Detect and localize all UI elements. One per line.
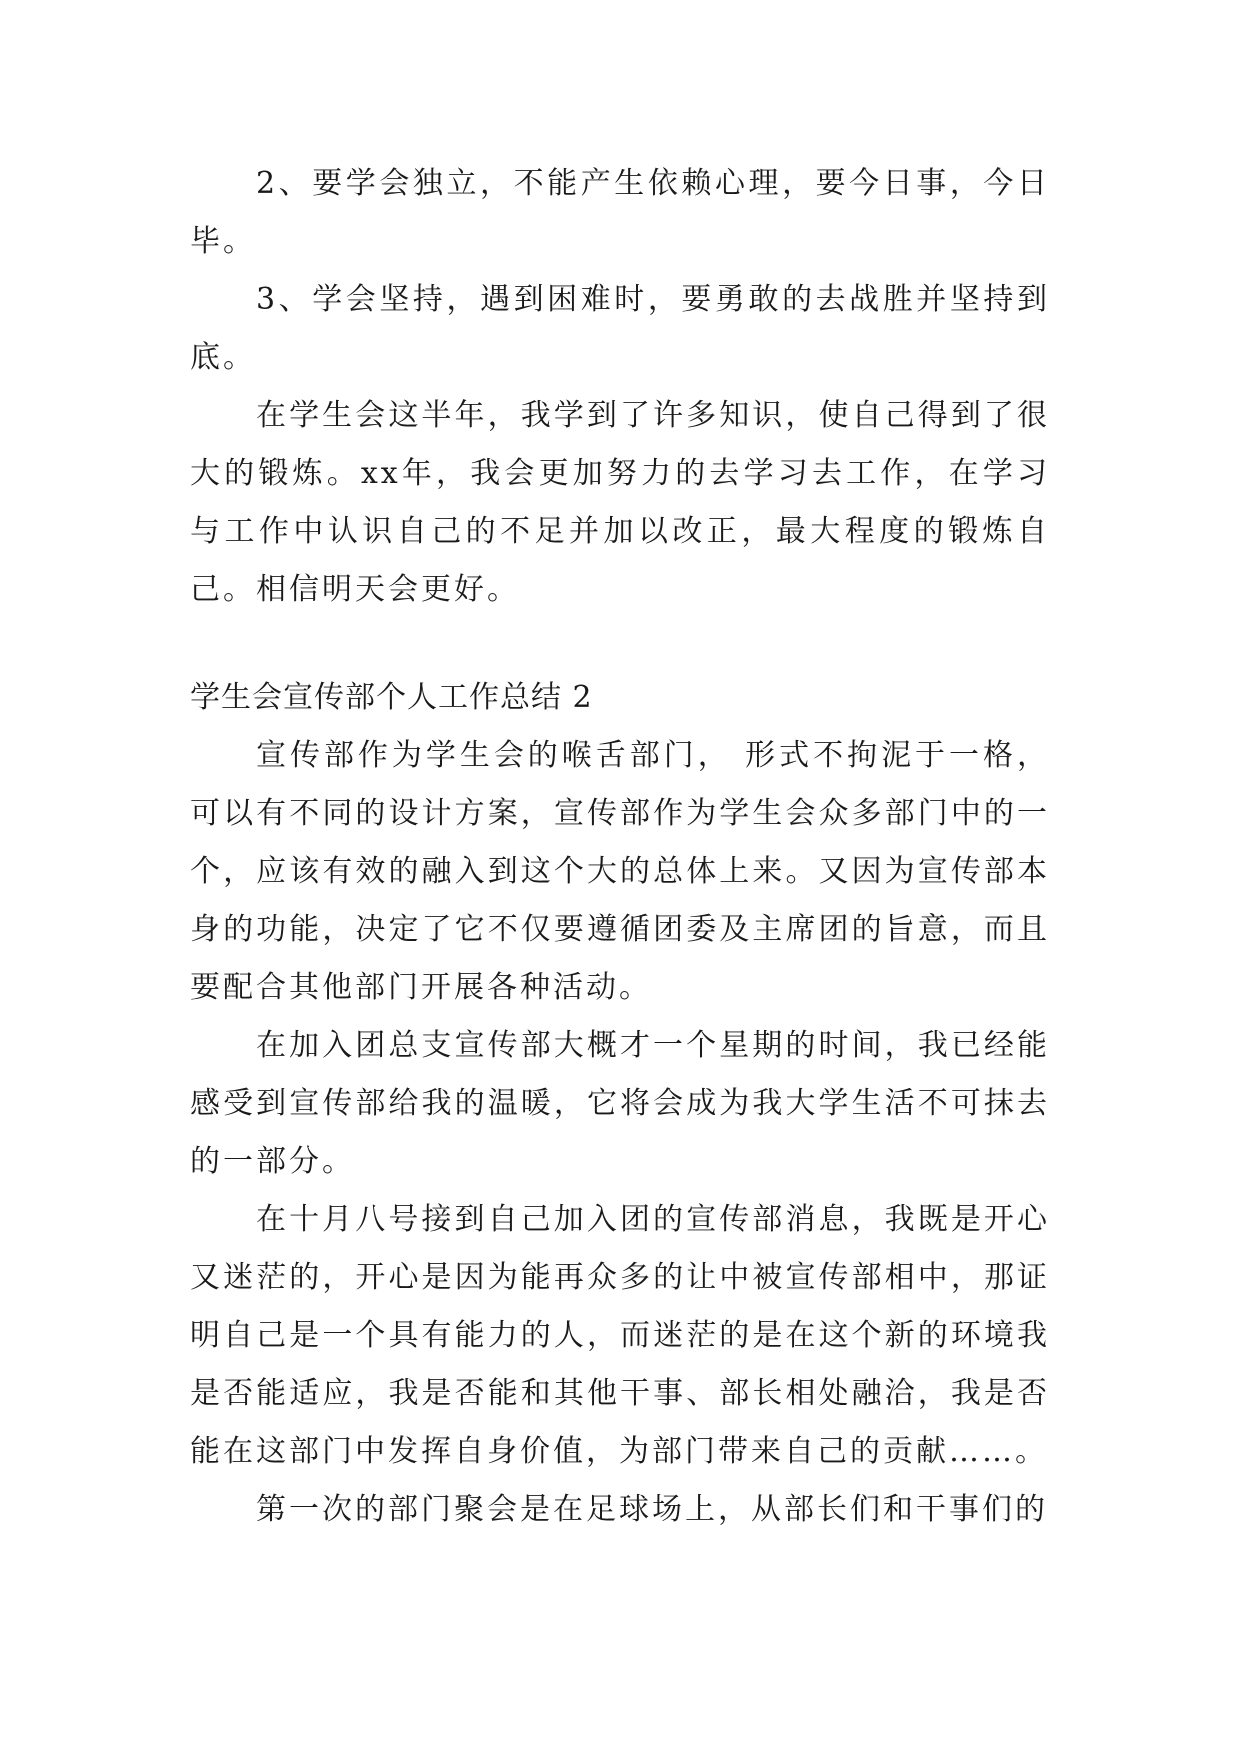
paragraph-joining-week: 在加入团总支宣传部大概才一个星期的时间，我已经能感受到宣传部给我的温暖，它将会成为我大学生活不可抹去的一部分。	[190, 1028, 1050, 1179]
paragraph-independence: 2、要学会独立，不能产生依赖心理，要今日事，今日毕。	[190, 166, 1050, 259]
document-body	[190, 155, 1050, 1539]
section-title: 学生会宣传部个人工作总结 2	[190, 680, 593, 715]
paragraph-october-news: 在十月八号接到自己加入团的宣传部消息，我既是开心又迷茫的，开心是因为能再众多的让中被宣传部相中，那证明自己是一个具有能力的人，而迷茫的是在这个新的环境我是否能适应，我是否能和其他干事、部长相处融洽，我是否能在这部门中发挥自身价值，为部门带来自己的贡献……。	[190, 1202, 1050, 1469]
section-gap	[190, 619, 1050, 669]
paragraph-persistence: 3、学会坚持，遇到困难时，要勇敢的去战胜并坚持到底。	[190, 282, 1050, 375]
paragraph-first-gathering: 第一次的部门聚会是在足球场上，从部长们和干事们的	[256, 1492, 1048, 1527]
paragraph-half-year-summary: 在学生会这半年，我学到了许多知识，使自己得到了很大的锻炼。xx年，我会更加努力的去学习去工作，在学习与工作中认识自己的不足并加以改正，最大程度的锻炼自己。相信明天会更好。	[190, 398, 1050, 607]
paragraph-publicity-role: 宣传部作为学生会的喉舌部门， 形式不拘泥于一格，可以有不同的设计方案，宣传部作为学生会众多部门中的一个，应该有效的融入到这个大的总体上来。又因为宣传部本身的功能，决定了它不仅要遵循团委及主席团的旨意，而且要配合其他部门开展各种活动。	[190, 738, 1050, 1005]
